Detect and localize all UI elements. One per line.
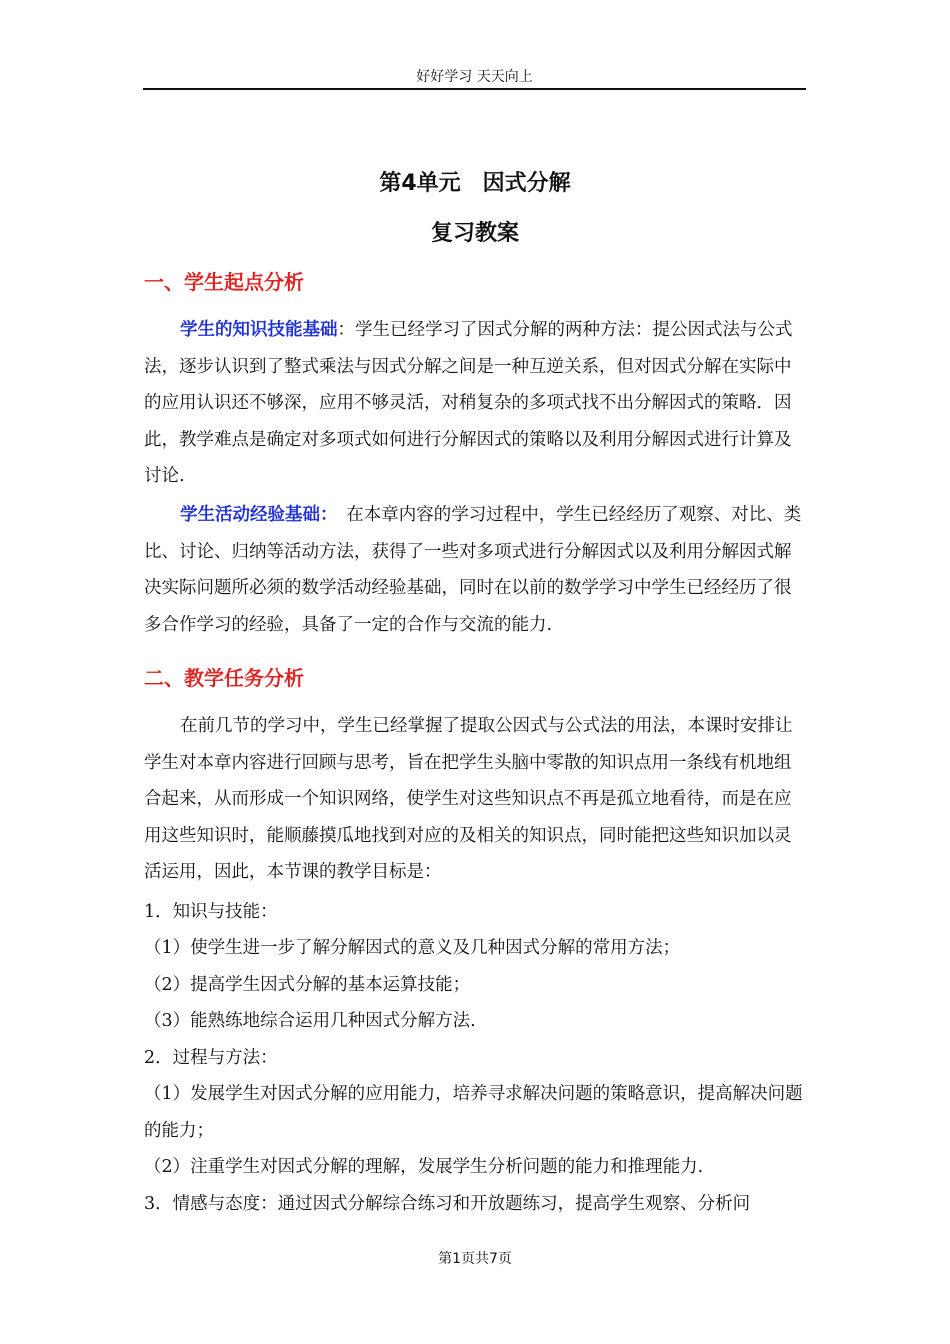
paragraph-text: 在本章内容的学习过程中，学生已经经历了观察、对比、类比、讨论、归纳等活动方法，获得了一些对多项式进行分解因式以及利用分解因式解决实际问题所必须的数学活动经验基础，同时在以前的数学学习中学生已经经历了很多合作学习的经验，具备了一定的合作与交流的能力. xyxy=(144,505,802,635)
keyword-knowledge-basis: 学生的知识技能基础 xyxy=(180,320,338,340)
goal-3-title: 3．情感与态度：通过因式分解综合练习和开放题练习，提高学生观察、分析问 xyxy=(144,1194,751,1214)
section-heading-2: 二、教学任务分析 xyxy=(144,666,304,690)
goal-1-title: 1．知识与技能： xyxy=(144,902,278,922)
goal-2-title: 2．过程与方法： xyxy=(144,1048,278,1068)
paragraph-activity-basis xyxy=(144,497,806,643)
paragraph-knowledge-basis xyxy=(144,312,806,495)
doc-title: 第4单元 因式分解 xyxy=(379,171,571,196)
paragraph-task-intro: 在前几节的学习中，学生已经掌握了提取公因式与公式法的用法，本课时安排让学生对本章内容进行回顾与思考，旨在把学生头脑中零散的知识点用一条线有机地组合起来，从而形成一个知识网络，使学生对这些知识点不再是孤立地看待，而是在应用这些知识时，能顺藤摸瓜地找到对应的及相关的知识点，同时能把这些知识加以灵活运用，因此，本节课的教学目标是： xyxy=(144,716,793,882)
goal-1-item-3: （3）能熟练地综合运用几种因式分解方法. xyxy=(144,1011,476,1031)
page-header: 好好学习 天天向上 xyxy=(416,69,533,85)
paragraph-text: ：学生已经学习了因式分解的两种方法：提公因式法与公式法，逐步认识到了整式乘法与因式分解之间是一种互逆关系，但对因式分解在实际中的应用认识还不够深，应用不够灵活，对稍复杂的多项式找不出分解因式的策略．因此，教学难点是确定对多项式如何进行分解因式的策略以及利用分解因式进行计算及讨论. xyxy=(144,320,793,486)
goal-2-item-1: （1）发展学生对因式分解的应用能力，培养寻求解决问题的策略意识，提高解决问题的能力； xyxy=(144,1084,803,1141)
goal-1-item-1: （1）使学生进一步了解分解因式的意义及几种因式分解的常用方法； xyxy=(144,938,681,958)
page-footer: 第1页共7页 xyxy=(438,1251,512,1267)
header-divider xyxy=(143,88,806,90)
section-heading-1: 一、学生起点分析 xyxy=(144,270,304,294)
goal-1-item-2: （2）提高学生因式分解的基本运算技能； xyxy=(144,975,471,995)
goal-2-item-2: （2）注重学生对因式分解的理解，发展学生分析问题的能力和推理能力. xyxy=(144,1157,704,1177)
doc-subtitle: 复习教案 xyxy=(430,221,519,246)
keyword-activity-basis: 学生活动经验基础： xyxy=(180,505,329,525)
